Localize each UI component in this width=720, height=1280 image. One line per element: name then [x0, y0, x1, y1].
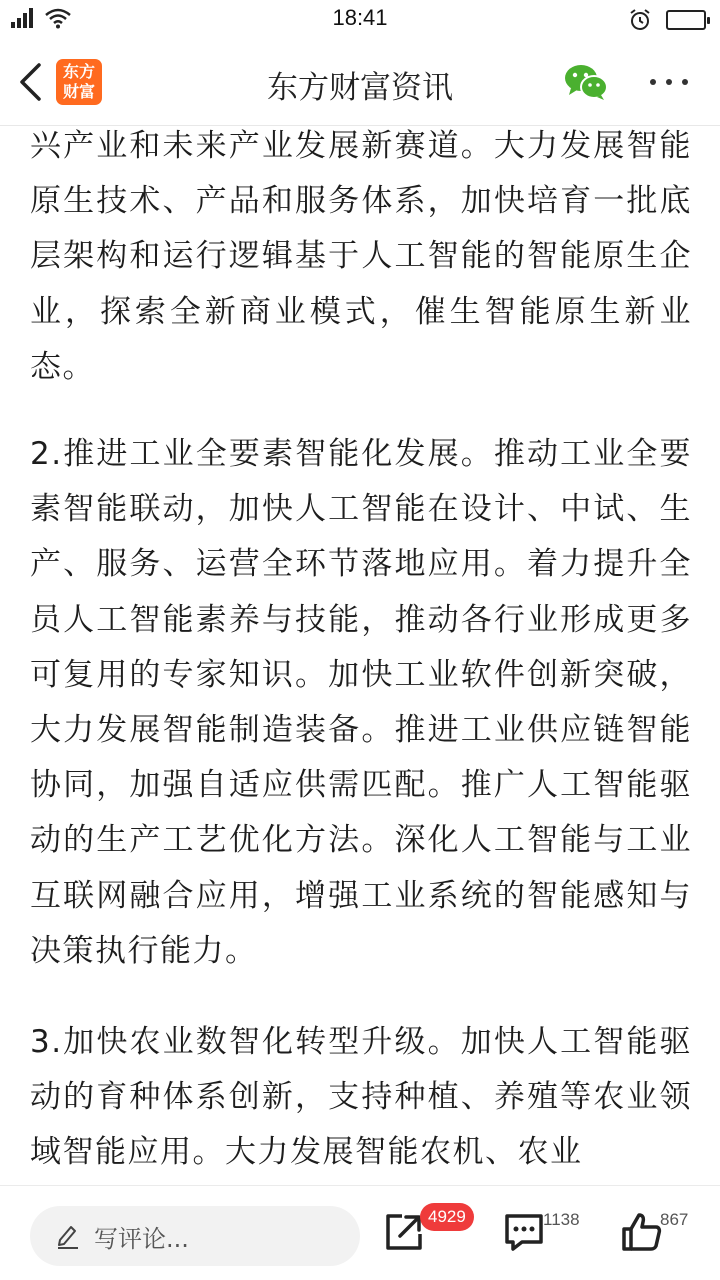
app-logo	[56, 59, 102, 105]
share-count-badge: 4929	[420, 1203, 474, 1231]
back-button[interactable]	[10, 58, 50, 106]
comment-count: 1138	[543, 1210, 580, 1229]
more-button[interactable]	[644, 66, 694, 98]
alarm-icon	[628, 8, 652, 32]
more-dot	[682, 79, 688, 85]
like-button[interactable]	[620, 1210, 664, 1254]
wechat-share-button[interactable]	[563, 62, 609, 102]
article-body[interactable]	[0, 127, 720, 1185]
article-paragraph: 2.推进工业全要素智能化发展。推动工业全要素智能联动，加快人工智能在设计、中试、生产、服务、运营全环节落地应用。着力提升全员人工智能素养与技能，推动各行业形成更多可复用的专家知识。加快工业软件创新突破，大力发展智能制造装备。推进工业供应链智能协同，加强自适应供需匹配。推广人工智能驱动的生产工艺优化方法。深化人工智能与工业互联网融合应用，增强工业系统的智能感知与决策执行能力。	[30, 436, 692, 969]
wechat-icon	[563, 62, 609, 102]
nav-bar	[0, 38, 720, 126]
pencil-icon	[56, 1223, 80, 1249]
comment-input[interactable]	[30, 1206, 360, 1266]
bottom-action-bar	[0, 1185, 720, 1280]
article-paragraph: 3.加快农业数智化转型升级。加快人工智能驱动的育种体系创新，支持种植、养殖等农业领域智能应用。大力发展智能农机、农业	[30, 1024, 692, 1171]
more-dot	[666, 79, 672, 85]
logo-line2: 财富	[62, 82, 95, 101]
comments-button[interactable]	[502, 1210, 546, 1254]
like-count: 867	[660, 1210, 689, 1229]
thumbs-up-icon	[620, 1210, 664, 1254]
page-title: 东方财富资讯	[267, 70, 453, 106]
logo-line1: 东方	[62, 62, 95, 81]
comment-placeholder: 写评论...	[94, 1224, 189, 1253]
chevron-left-icon	[17, 62, 43, 102]
comment-icon	[502, 1210, 546, 1254]
article-paragraph: 兴产业和未来产业发展新赛道。大力发展智能原生技术、产品和服务体系，加快培育一批底层架构和运行逻辑基于人工智能的智能原生企业，探索全新商业模式，催生智能原生新业态。	[30, 128, 692, 385]
status-right	[628, 8, 706, 32]
battery-icon	[666, 10, 706, 30]
more-dot	[650, 79, 656, 85]
status-time: 18:41	[332, 5, 388, 30]
status-bar	[0, 0, 720, 38]
